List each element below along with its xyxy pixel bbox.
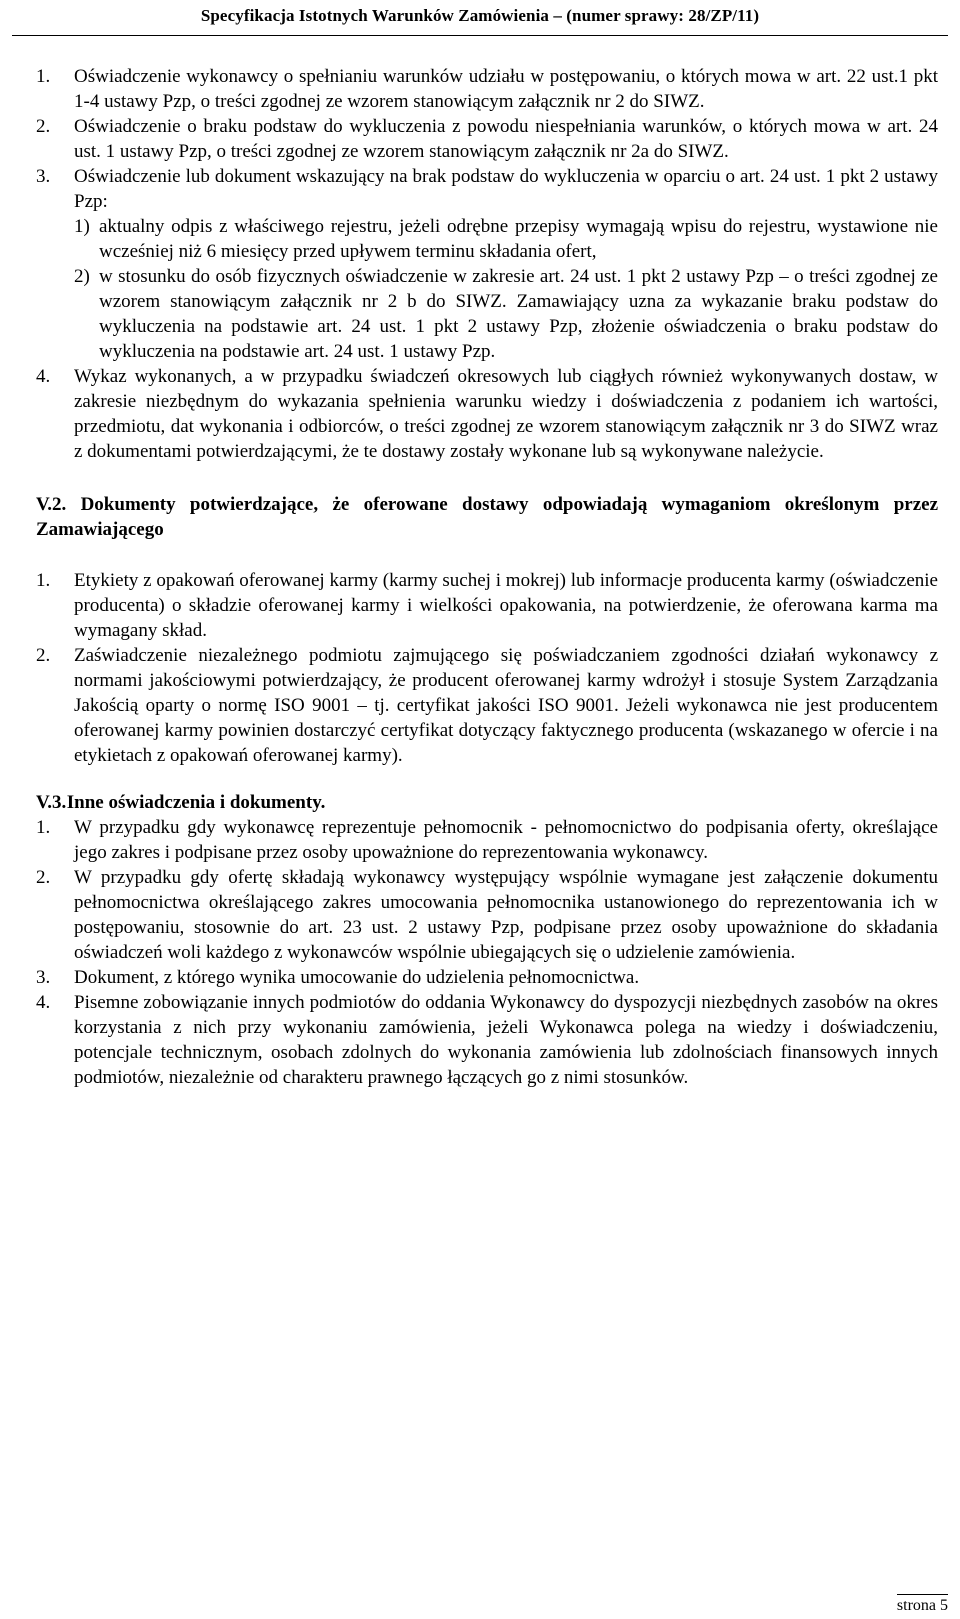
section-heading: V.2. Dokumenty potwierdzające, że oferowane dostawy odpowiadają wymaganiom określonym przez Zamawiającego [36, 494, 938, 540]
sub-list-item [74, 264, 938, 364]
section-heading-text: Inne oświadczenia i dokumenty. [66, 792, 326, 813]
sub-list-item-number: 2) [74, 266, 90, 287]
list-item [36, 965, 938, 990]
list-item-text: Wykaz wykonanych, a w przypadku świadczeń okresowych lub ciągłych również wykonywanych dostaw, w zakresie niezbędnym do wykazania spełnienia warunku wiedzy i doświadczenia z podaniem ich wartości, przedmiotu, dat wykonania i odbiorców, o treści zgodnej ze wzorem stanowiącym załącznik nr 3 do SIWZ wraz z dokumentami potwierdzającymi, że te dostawy zostały wykonane lub są wykonywane należycie. [74, 366, 938, 462]
page-number: strona 5 [897, 1594, 948, 1615]
list-item-text: Oświadczenie wykonawcy o spełnianiu warunków udziału w postępowaniu, o których mowa w art. 22 ust.1 pkt 1-4 ustawy Pzp, o treści zgodnej ze wzorem stanowiącym załącznik nr 2 do SIWZ. [74, 66, 938, 112]
header-rule [12, 35, 948, 36]
sub-list-item-text: aktualny odpis z właściwego rejestru, jeżeli odrębne przepisy wymagają wpisu do rejestru, wystawione nie wcześniej niż 6 miesięcy przed upływem terminu składania ofert, [99, 216, 938, 262]
page-header: Specyfikacja Istotnych Warunków Zamówienia – (numer sprawy: 28/ZP/11) [200, 6, 760, 25]
list-item-number: 1. [36, 66, 51, 87]
list-item [36, 568, 938, 643]
list-item [36, 643, 938, 768]
spacer [36, 768, 938, 790]
list-item-number: 2. [36, 116, 51, 137]
list-item [36, 64, 938, 114]
document-body [36, 64, 938, 1090]
list-item [36, 114, 938, 164]
list-item-text: W przypadku gdy ofertę składają wykonawcy występujący wspólnie wymagane jest załączenie dokumentu pełnomocnictwa określającego zakres umocowania pełnomocnika ustanowionego do reprezentowania ich w postępowaniu, stosownie do art. 23 ust. 2 ustawy Pzp, podpisane przez osoby upoważnione do składania oświadczeń woli każdego z wykonawców wspólnie ubiegających się o udzielenie zamówienia. [74, 867, 938, 963]
list-item [36, 164, 938, 364]
list-item-number: 4. [36, 992, 51, 1013]
sub-list-item-text: w stosunku do osób fizycznych oświadczenie w zakresie art. 24 ust. 1 pkt 2 ustawy Pzp – o treści zgodnej ze wzorem stanowiącym załącznik nr 2 b do SIWZ. Zamawiający uzna za wykazanie braku podstaw do wykluczenia na podstawie art. 24 ust. 1 pkt 2 ustawy Pzp, złożenie oświadczenia o braku podstaw do wykluczenia na podstawie art. 24 ust. 1 ustawy Pzp. [99, 266, 938, 362]
list-item-text: Zaświadczenie niezależnego podmiotu zajmującego się poświadczaniem zgodności działań wykonawcy z normami jakościowymi potwierdzający, że producent oferowanej karmy wdrożył i stosuje System Zarządzania Jakością oparty o normę ISO 9001 – tj. certyfikat jakości ISO 9001. Jeżeli wykonawca nie jest producentem oferowanej karmy powinien dostarczyć certyfikat dotyczący faktycznego producenta (wskazanego w ofercie i na etykietach z opakowań oferowanej karmy). [74, 645, 938, 766]
sub-list-item-number: 1) [74, 216, 90, 237]
list-item-text: Pisemne zobowiązanie innych podmiotów do oddania Wykonawcy do dyspozycji niezbędnych zasobów na okres korzystania z nich przy wykonaniu zamówienia, jeżeli Wykonawca polega na wiedzy i doświadczeniu, potencjale technicznym, osobach zdolnych do wykonania zamówienia lub zdolnościach finansowych innych podmiotów, niezależnie od charakteru prawnego łączących go z nimi stosunków. [74, 992, 938, 1088]
spacer [36, 464, 938, 492]
list-item-text: Oświadczenie lub dokument wskazujący na brak podstaw do wykluczenia w oparciu o art. 24 ust. 1 pkt 2 ustawy Pzp: [74, 166, 938, 212]
section-heading [36, 790, 938, 815]
section-heading-number: V.3. [36, 792, 67, 813]
list-item-number: 4. [36, 366, 51, 387]
list-item-number: 1. [36, 570, 51, 591]
list-item-text: Oświadczenie o braku podstaw do wykluczenia z powodu niespełniania warunków, o których mowa w art. 24 ust. 1 ustawy Pzp, o treści zgodnej ze wzorem stanowiącym załącznik nr 2a do SIWZ. [74, 116, 938, 162]
sub-list-item [74, 214, 938, 264]
list-item [36, 815, 938, 865]
list-item [36, 364, 938, 464]
list-item-number: 1. [36, 817, 51, 838]
list-item-text: Dokument, z którego wynika umocowanie do udzielenia pełnomocnictwa. [74, 967, 640, 988]
list-item [36, 865, 938, 965]
list-item [36, 990, 938, 1090]
list-item-text: Etykiety z opakowań oferowanej karmy (karmy suchej i mokrej) lub informacje producenta karmy (oświadczenie producenta) o składzie oferowanej karmy i wielkości opakowania, na potwierdzenie, że oferowana karma ma wymagany skład. [74, 570, 938, 641]
list-item-number: 2. [36, 645, 51, 666]
spacer [36, 542, 938, 568]
list-item-number: 2. [36, 867, 51, 888]
list-item-number: 3. [36, 166, 51, 187]
list-item-number: 3. [36, 967, 51, 988]
list-item-text: W przypadku gdy wykonawcę reprezentuje pełnomocnik - pełnomocnictwo do podpisania oferty, określające jego zakres i podpisane przez osoby upoważnione do reprezentowania wykonawcy. [74, 817, 938, 863]
